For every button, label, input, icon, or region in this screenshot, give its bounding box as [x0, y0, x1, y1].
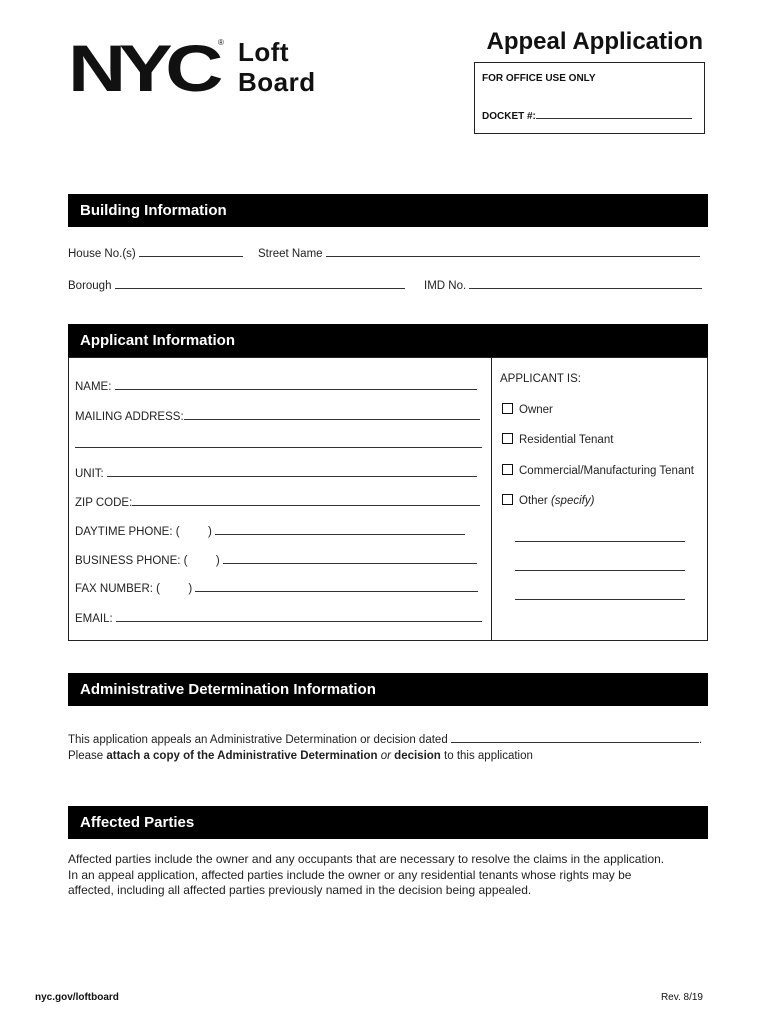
unit-field[interactable] — [75, 467, 477, 480]
zip-code-input-line[interactable] — [132, 496, 480, 506]
other-specify-input-line-3[interactable] — [515, 590, 685, 600]
owner-label: Owner — [519, 404, 553, 416]
zip-code-label: ZIP CODE: — [75, 497, 133, 509]
daytime-phone-label: DAYTIME PHONE: — [75, 526, 173, 538]
fax-number-field[interactable] — [75, 582, 478, 595]
business-phone-paren-close: ) — [215, 555, 220, 567]
office-use-box — [474, 62, 705, 134]
street-name-input-line[interactable] — [326, 247, 700, 257]
business-phone-input-line[interactable] — [223, 554, 477, 564]
business-phone-field[interactable] — [75, 554, 477, 567]
daytime-phone-input-line[interactable] — [215, 525, 465, 535]
daytime-phone-field[interactable] — [75, 525, 465, 538]
owner-checkbox[interactable] — [502, 403, 513, 414]
admin-line-1-text: This application appeals an Administrative Determination or decision dated — [68, 734, 448, 746]
business-phone-label: BUSINESS PHONE: — [75, 555, 181, 567]
unit-input-line[interactable] — [107, 467, 477, 477]
borough-input-line[interactable] — [115, 279, 405, 289]
unit-label: UNIT: — [75, 468, 104, 480]
other-specify-line-3[interactable] — [515, 590, 685, 603]
mailing-address-line-2-input[interactable] — [75, 438, 482, 448]
borough-field[interactable] — [68, 279, 405, 292]
other-specify-label: (specify) — [550, 495, 595, 507]
office-use-label: FOR OFFICE USE ONLY — [482, 73, 596, 84]
applicant-residential-option[interactable] — [502, 433, 613, 446]
administrative-determination-header: Administrative Determination Information — [68, 673, 708, 706]
affected-parties-text — [68, 852, 708, 899]
imd-number-input-line[interactable] — [469, 279, 702, 289]
applicant-commercial-option[interactable] — [502, 464, 694, 477]
commercial-tenant-label: Commercial/Manufacturing Tenant — [519, 465, 694, 477]
house-number-input-line[interactable] — [139, 247, 243, 257]
admin-line-2 — [68, 749, 708, 765]
daytime-phone-paren-close: ) — [208, 526, 212, 538]
applicant-other-option[interactable] — [502, 494, 594, 507]
residential-tenant-label: Residential Tenant — [519, 434, 614, 446]
email-input-line[interactable] — [116, 612, 482, 622]
fax-number-paren-close: ) — [188, 583, 193, 595]
footer-url: nyc.gov/loftboard — [35, 992, 119, 1003]
administrative-determination-text — [68, 733, 708, 764]
imd-number-field[interactable] — [424, 279, 702, 292]
other-specify-line-1[interactable] — [515, 532, 685, 545]
street-name-label: Street Name — [258, 248, 323, 260]
house-number-field[interactable] — [68, 247, 243, 260]
admin-or: or — [380, 749, 391, 762]
other-specify-line-2[interactable] — [515, 561, 685, 574]
other-checkbox[interactable] — [502, 494, 513, 505]
residential-tenant-checkbox[interactable] — [502, 433, 513, 444]
docket-input-line[interactable] — [536, 109, 692, 119]
applicant-information-header: Applicant Information — [68, 324, 708, 357]
logo-nyc-mark: NYC — [68, 31, 217, 105]
applicant-box-divider — [491, 357, 492, 641]
logo-word-loft: Loft — [238, 37, 290, 67]
other-specify-input-line-2[interactable] — [515, 561, 685, 571]
mailing-address-label: MAILING ADDRESS: — [75, 411, 184, 423]
decision-date-input-line[interactable] — [451, 733, 699, 743]
applicant-is-label: APPLICANT IS: — [500, 373, 581, 385]
affected-parties-header: Affected Parties — [68, 806, 708, 839]
logo-word-board: Board — [238, 67, 316, 97]
admin-decision: decision — [394, 749, 441, 762]
docket-label: DOCKET #: — [482, 111, 536, 122]
daytime-phone-paren-open: ( — [175, 526, 180, 538]
mailing-address-input-line[interactable] — [184, 410, 480, 420]
other-label: Other — [519, 495, 548, 507]
zip-code-field[interactable] — [75, 496, 480, 509]
mailing-address-field[interactable] — [75, 410, 480, 423]
nyc-loft-board-logo — [68, 31, 328, 105]
fax-number-label: FAX NUMBER: — [75, 583, 153, 595]
fax-number-input-line[interactable] — [195, 582, 478, 592]
name-input-line[interactable] — [115, 380, 477, 390]
footer-revision: Rev. 8/19 — [660, 992, 703, 1003]
docket-field[interactable] — [482, 109, 692, 122]
email-field[interactable] — [75, 612, 482, 625]
affected-line-1: Affected parties include the owner and any occupants that are necessary to resolve the claims in the application. — [68, 852, 665, 866]
page-title: Appeal Application — [486, 28, 703, 55]
name-label: NAME: — [75, 381, 112, 393]
applicant-owner-option[interactable] — [502, 403, 553, 416]
email-label: EMAIL: — [75, 613, 113, 625]
admin-please: Please — [68, 749, 104, 762]
logo-registered-mark: ® — [218, 38, 224, 47]
affected-line-2: In an appeal application, affected parties include the owner or any residential tenants whose rights may be — [68, 867, 632, 882]
house-number-label: House No.(s) — [68, 248, 136, 260]
imd-number-label: IMD No. — [424, 280, 467, 292]
other-specify-input-line-1[interactable] — [515, 532, 685, 542]
business-phone-paren-open: ( — [183, 555, 188, 567]
street-name-field[interactable] — [258, 247, 700, 260]
admin-line-1-period: . — [698, 734, 703, 746]
mailing-address-line-2[interactable] — [75, 438, 482, 451]
commercial-tenant-checkbox[interactable] — [502, 464, 513, 475]
fax-number-paren-open: ( — [156, 583, 161, 595]
affected-line-3: affected, including all affected parties previously named in the decision being appealed. — [68, 883, 532, 897]
building-information-header: Building Information — [68, 194, 708, 227]
admin-attach: attach a copy of the Administrative Determination — [106, 749, 378, 762]
borough-label: Borough — [68, 280, 112, 292]
admin-rest: to this application — [444, 749, 533, 762]
admin-line-1[interactable] — [68, 733, 708, 749]
name-field[interactable] — [75, 380, 477, 393]
